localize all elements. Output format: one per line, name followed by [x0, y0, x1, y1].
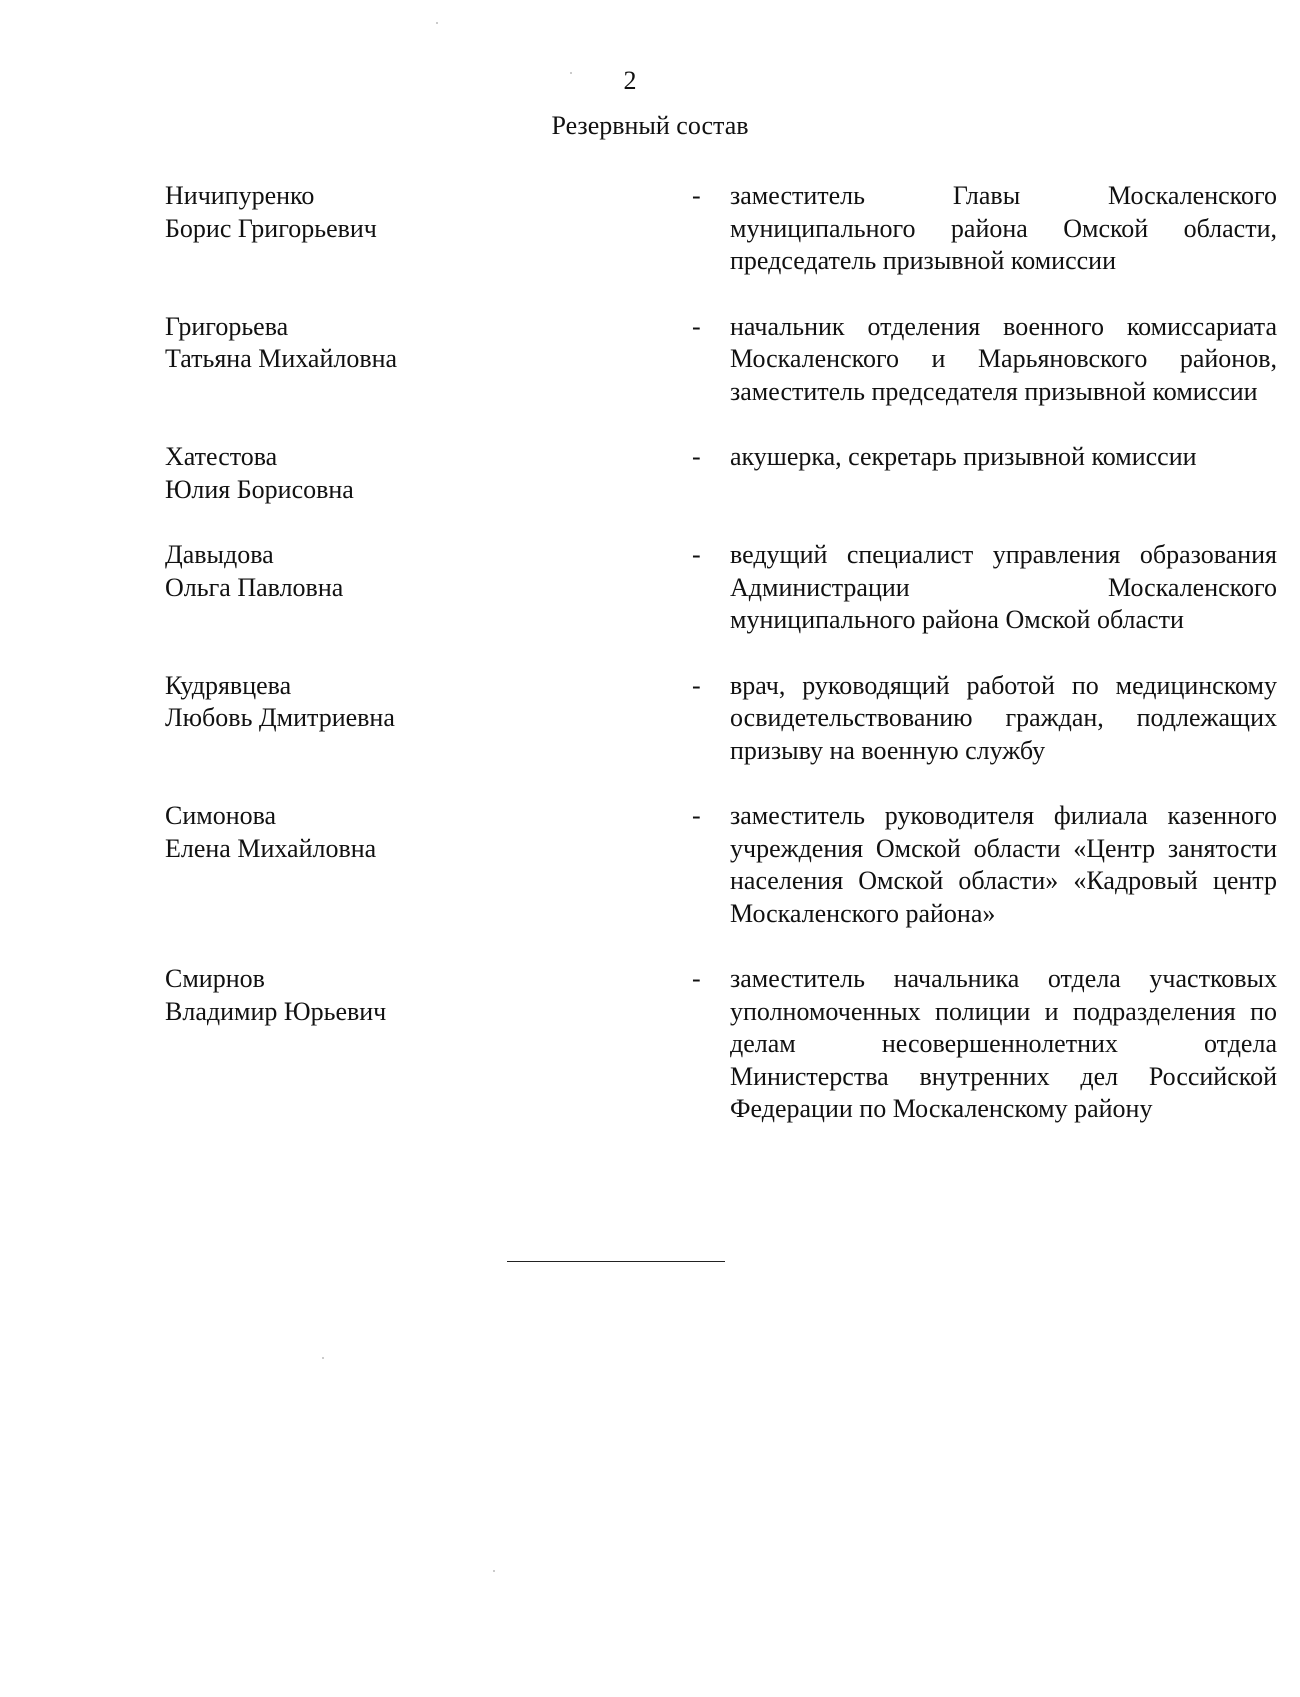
member-name — [165, 539, 525, 604]
member-dash: - — [692, 964, 701, 993]
member-role: акушерка, секретарь призывной комиссии — [730, 442, 1197, 471]
member-list — [165, 180, 1277, 1126]
member-dash: - — [692, 801, 701, 830]
member-surname: Хатестова — [165, 442, 278, 471]
member-row — [165, 539, 1277, 637]
member-dash: - — [692, 311, 701, 341]
member-dash: - — [692, 670, 701, 700]
scan-speck — [493, 1570, 495, 1572]
member-role: врач, руководящий работой по медицинскому освидетельствованию граждан, подлежащих призыву на военную службу — [730, 670, 1277, 765]
page-number: 2 — [623, 66, 637, 95]
member-dash: - — [692, 442, 701, 471]
scan-speck — [322, 1357, 324, 1359]
member-role: ведущий специалист управления образования Администрации Москаленского муниципального района Омской области — [730, 540, 1277, 634]
member-name — [165, 963, 525, 1028]
member-given-names: Владимир Юрьевич — [165, 996, 387, 1026]
member-row — [165, 800, 1277, 930]
member-given-names: Борис Григорьевич — [165, 213, 377, 243]
member-surname: Давыдова — [165, 540, 274, 569]
member-dash: - — [692, 540, 701, 569]
scan-speck — [570, 72, 572, 74]
member-name — [165, 670, 525, 735]
member-surname: Григорьева — [165, 311, 289, 341]
member-row — [165, 180, 1277, 278]
member-row — [165, 441, 1197, 506]
closing-rule — [507, 1261, 725, 1262]
member-role: заместитель Главы Москаленского муниципального района Омской области, председатель призывной комиссии — [730, 181, 1277, 275]
member-surname: Кудрявцева — [165, 670, 292, 700]
member-surname: Симонова — [165, 801, 277, 830]
member-row — [165, 311, 1277, 409]
member-given-names: Любовь Дмитриевна — [165, 703, 395, 732]
member-dash: - — [692, 181, 701, 210]
member-given-names: Юлия Борисовна — [165, 474, 354, 504]
member-name — [165, 800, 525, 865]
member-row — [165, 963, 1277, 1126]
member-given-names: Татьяна Михайловна — [165, 344, 398, 373]
member-name — [165, 180, 525, 245]
member-given-names: Ольга Павловна — [165, 572, 344, 602]
scan-speck — [436, 22, 438, 24]
member-name — [165, 441, 525, 506]
member-role: начальник отделения военного комиссариата Москаленского и Марьяновского районов, заместитель председателя призывной комиссии — [730, 311, 1277, 406]
member-surname: Ничипуренко — [165, 181, 315, 210]
member-row — [165, 670, 1277, 768]
member-surname: Смирнов — [165, 964, 265, 993]
member-given-names: Елена Михайловна — [165, 833, 377, 863]
member-name — [165, 311, 525, 376]
member-role: заместитель начальника отдела участковых уполномоченных полиции и подразделения по делам несовершеннолетних отдела Министерства внутренних дел Российской Федерации по Москаленскому району — [730, 964, 1277, 1123]
section-title: Резервный состав — [551, 111, 749, 140]
member-role: заместитель руководителя филиала казенного учреждения Омской области «Центр занятости населения Омской области» «Кадровый центр Москаленского района» — [730, 801, 1277, 928]
